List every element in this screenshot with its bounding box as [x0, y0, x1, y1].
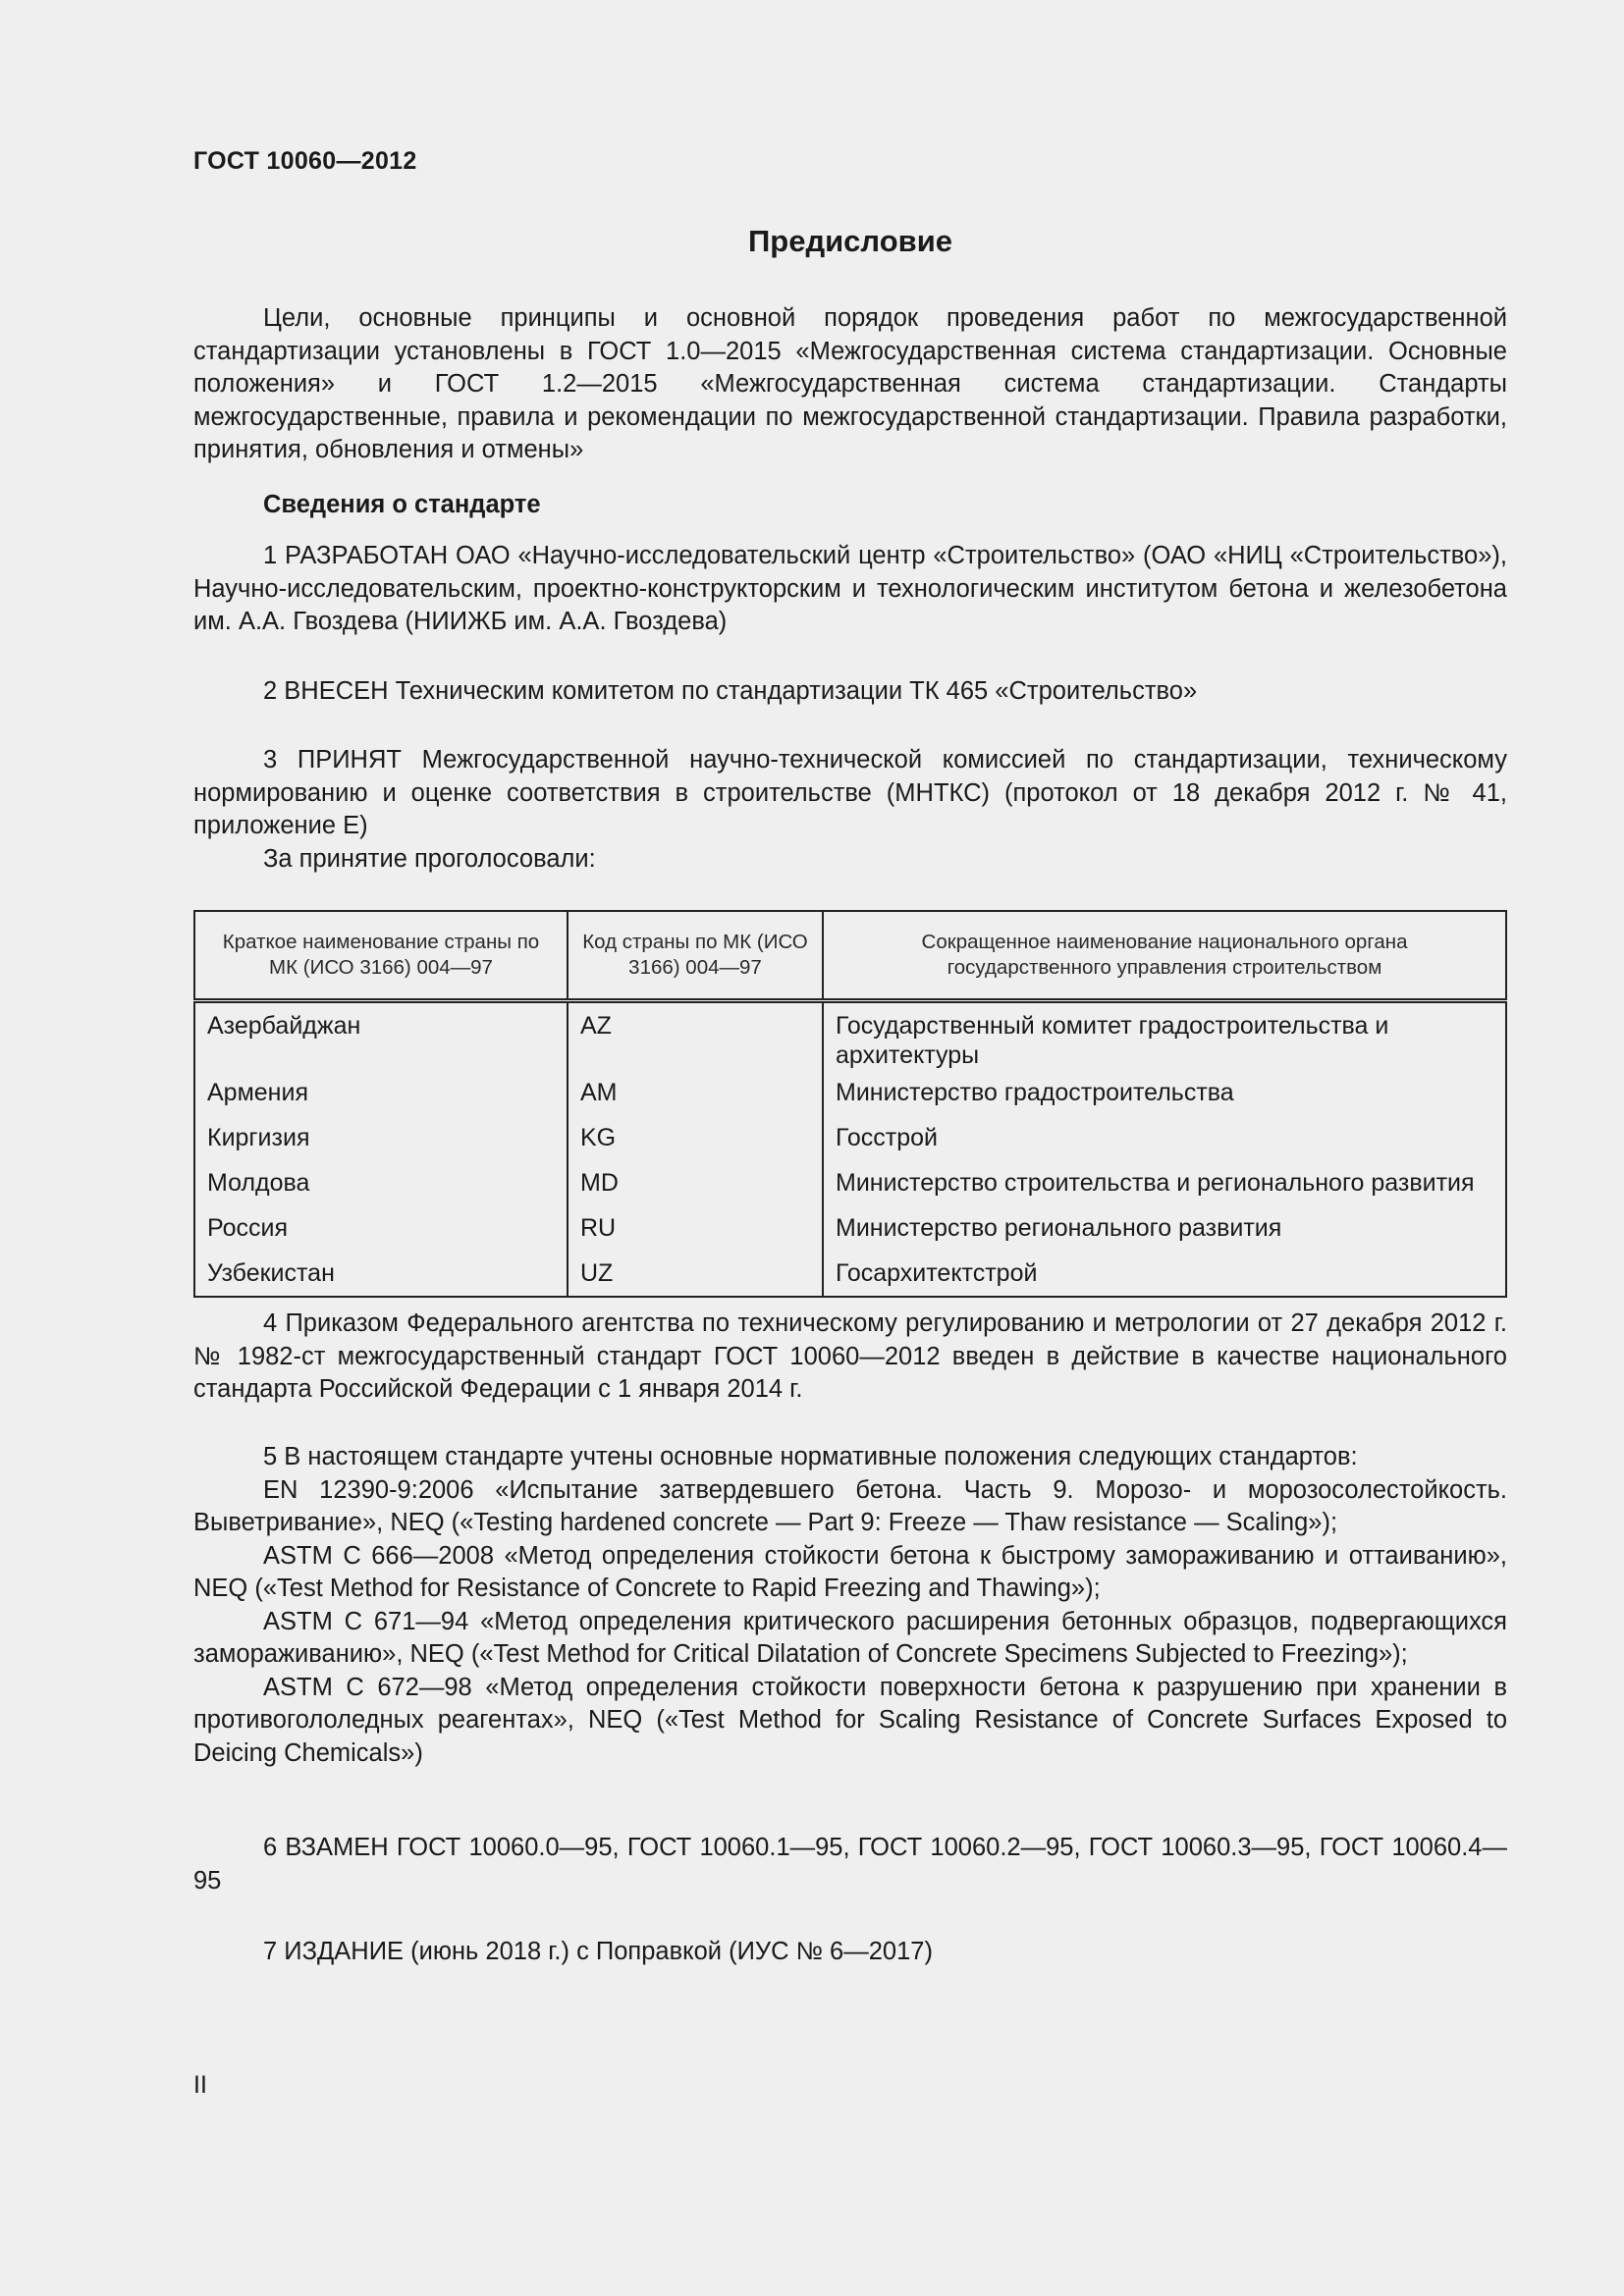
intro-paragraph — [193, 302, 1507, 467]
table-header-country: Краткое наименование страны по МК (ИСО 3166) 004—97 — [194, 911, 568, 1001]
table-row — [194, 1164, 1506, 1209]
document-code: ГОСТ 10060—2012 — [193, 147, 417, 175]
table-row — [194, 1001, 1506, 1075]
table-header-authority: Сокращенное наименование национального органа государственного управления строительством — [823, 911, 1506, 1001]
table-row — [194, 1119, 1506, 1164]
table-cell-country: Армения — [194, 1074, 568, 1119]
table-cell-code: UZ — [568, 1255, 823, 1297]
item-7-text: 7 ИЗДАНИЕ (июнь 2018 г.) с Поправкой (ИУС № 6—2017) — [263, 1938, 933, 1965]
table-cell-authority: Министерство градостроительства — [823, 1074, 1506, 1119]
table-row — [194, 1209, 1506, 1255]
table-cell-code: AM — [568, 1074, 823, 1119]
item-4 — [193, 1308, 1507, 1407]
item-3-votes: За принятие проголосовали: — [263, 844, 596, 873]
table-row — [194, 1074, 1506, 1119]
table-cell-country: Россия — [194, 1209, 568, 1255]
table-cell-country: Азербайджан — [194, 1001, 568, 1075]
table-cell-country: Молдова — [194, 1164, 568, 1209]
section-title: Предисловие — [747, 224, 952, 258]
table-cell-authority: Госстрой — [823, 1119, 1506, 1164]
item-1 — [193, 540, 1507, 639]
table-row — [194, 1255, 1506, 1297]
item-2 — [193, 675, 1507, 709]
voting-table — [193, 910, 1507, 1298]
item-6 — [193, 1832, 1507, 1897]
item-5 — [193, 1441, 1507, 1770]
item-5-ref: ASTM C 672—98 «Метод определения стойкости поверхности бетона к разрушению при хранении в противогололедных реагентах», NEQ («Test Method for Scaling Resistance of Concrete Surfaces Exposed to Deicing Chemicals») — [193, 1673, 1507, 1767]
item-6-text: 6 ВЗАМЕН ГОСТ 10060.0—95, ГОСТ 10060.1—95, ГОСТ 10060.2—95, ГОСТ 10060.3—95, ГОСТ 10060.4—95 — [193, 1834, 1507, 1895]
table-cell-code: RU — [568, 1209, 823, 1255]
item-5-ref: ASTM C 671—94 «Метод определения критического расширения бетонных образцов, подвергающихся замораживанию», NEQ («Test Method for Critical Dilatation of Concrete Specimens Subjected to Freezing»); — [193, 1607, 1507, 1668]
info-heading: Сведения о стандарте — [263, 491, 541, 518]
table-cell-country: Узбекистан — [194, 1255, 568, 1297]
item-4-text: 4 Приказом Федерального агентства по техническому регулированию и метрологии от 27 декабря 2012 г. № 1982-ст межгосударственный стандарт ГОСТ 10060—2012 введен в действие в качестве национального стандарта Российской Федерации с 1 января 2014 г. — [193, 1309, 1507, 1403]
table-header-code: Код страны по МК (ИСО 3166) 004—97 — [568, 911, 823, 1001]
item-5-ref: EN 12390-9:2006 «Испытание затвердевшего бетона. Часть 9. Морозо- и морозосолестойкость. Выветривание», NEQ («Testing hardened concrete — Part 9: Freeze — Thaw resistance — Scaling»); — [193, 1475, 1507, 1536]
table-cell-authority: Министерство строительства и регионального развития — [823, 1164, 1506, 1209]
item-1-text: 1 РАЗРАБОТАН ОАО «Научно-исследовательский центр «Строительство» (ОАО «НИЦ «Строительство»), Научно-исследовательским, проектно-конструкторским и технологическим институтом бетона и железобетона им. А.А. Гвоздева (НИИЖБ им. А.А. Гвоздева) — [193, 542, 1507, 635]
table-cell-code: KG — [568, 1119, 823, 1164]
table-cell-code: MD — [568, 1164, 823, 1209]
table-cell-country: Киргизия — [194, 1119, 568, 1164]
item-7 — [193, 1936, 1507, 1969]
table-cell-authority: Министерство регионального развития — [823, 1209, 1506, 1255]
item-3 — [193, 744, 1507, 876]
item-3-text: 3 ПРИНЯТ Межгосударственной научно-технической комиссией по стандартизации, техническому нормированию и оценке соответствия в строительстве (МНТКС) (протокол от 18 декабря 2012 г. № 41, приложение Е) — [193, 746, 1507, 839]
table-cell-code: AZ — [568, 1001, 823, 1075]
intro-text: Цели, основные принципы и основной порядок проведения работ по межгосударственной стандартизации установлены в ГОСТ 1.0—2015 «Межгосударственная система стандартизации. Основные положения» и ГОСТ 1.2—2015 «Межгосударственная система стандартизации. Стандарты межгосударственные, правила и рекомендации по межгосударственной стандартизации. Правила разработки, принятия, обновления и отмены» — [193, 304, 1507, 463]
item-5-intro: 5 В настоящем стандарте учтены основные нормативные положения следующих стандартов: — [263, 1443, 1358, 1470]
table-header-row — [194, 911, 1506, 1001]
page-number: II — [193, 2071, 207, 2099]
table-cell-authority: Государственный комитет градостроительства и архитектуры — [823, 1001, 1506, 1075]
table-cell-authority: Госархитектстрой — [823, 1255, 1506, 1297]
item-2-text: 2 ВНЕСЕН Техническим комитетом по стандартизации ТК 465 «Строительство» — [263, 677, 1198, 705]
item-5-ref: ASTM C 666—2008 «Метод определения стойкости бетона к быстрому замораживанию и оттаиванию», NEQ («Test Method for Resistance of Concrete to Rapid Freezing and Thawing»); — [193, 1541, 1507, 1602]
info-heading-block — [193, 489, 1507, 522]
